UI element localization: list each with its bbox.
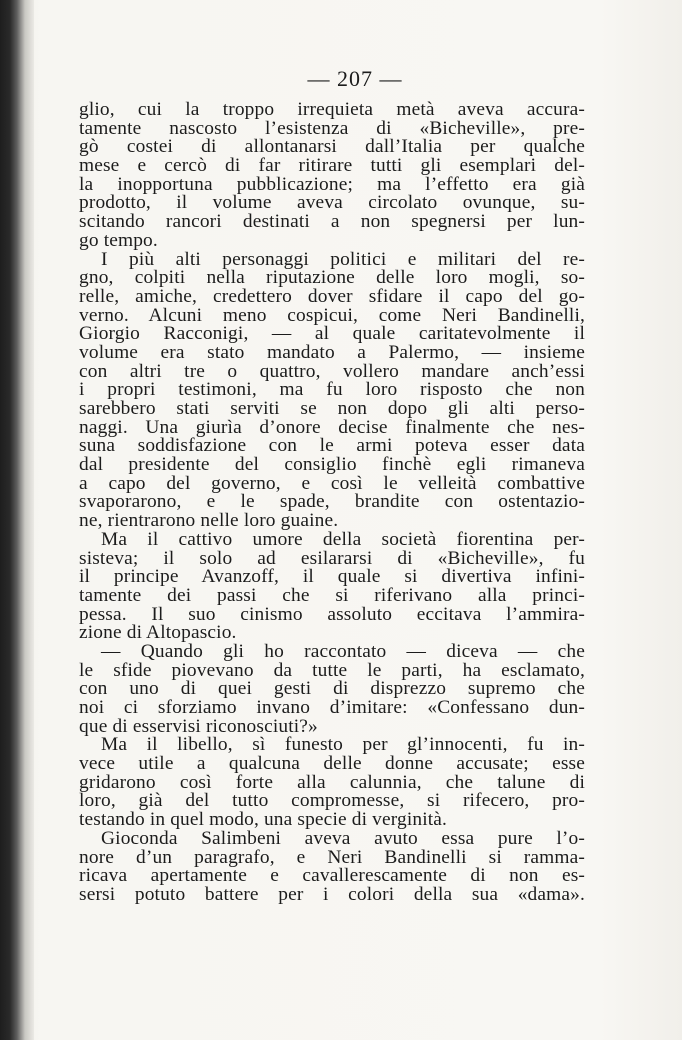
text-line: Ma il libello, sì funesto per gl’innocenti, fu in- [101, 734, 585, 756]
text-line: con altri tre o quattro, vollero mandare anch’essi [79, 360, 585, 382]
page-number: — 207 — [307, 66, 403, 91]
text-line: il principe Avanzoff, il quale si divertiva infini- [79, 566, 585, 588]
text-line: tamente nascosto l’esistenza di «Bicheville», pre- [79, 117, 585, 139]
text-line: scitando rancori destinati a non spegnersi per lun- [79, 211, 585, 233]
text-line: ne, rientrarono nelle loro guaine. [79, 510, 339, 532]
text-line: le sfide piovevano da tutte le parti, ha esclamato, [79, 659, 585, 681]
text-line: pessa. Il suo cinismo assoluto eccitava l’ammira- [79, 603, 585, 625]
text-line: a capo del governo, e così le velleità combattive [79, 472, 585, 494]
text-line: vece utile a qualcuna delle donne accusate; esse [79, 753, 585, 775]
text-line: testando in quel modo, una specie di verginità. [79, 809, 448, 831]
text-line: con uno di quei gesti di disprezzo supremo che [79, 678, 585, 700]
text-line: loro, già del tutto compromesse, si rifecero, pro- [79, 790, 585, 812]
text-line: go tempo. [79, 229, 158, 251]
text-line: i propri testimoni, ma fu loro risposto che non [79, 379, 585, 401]
text-line: la inopportuna pubblicazione; ma l’effetto era già [79, 173, 585, 195]
text-line: zione di Altopascio. [79, 622, 237, 644]
text-line: sersi potuto battere per i colori della sua «dama». [79, 883, 585, 905]
text-line: verno. Alcuni meno cospicui, come Neri Bandinelli, [79, 304, 585, 326]
text-line: naggi. Una giurìa d’onore decise finalmente che nes- [79, 416, 585, 438]
text-line: relle, amiche, credettero dover sfidare il capo del go- [79, 285, 585, 307]
text-line: que di esservisi riconosciuti?» [79, 715, 318, 737]
text-line: Giorgio Racconigi, — al quale caritatevolmente il [79, 323, 585, 345]
text-line: nore d’un paragrafo, e Neri Bandinelli si ramma- [79, 846, 585, 868]
text-line: gò costei di allontanarsi dall’Italia per qualche [79, 136, 585, 158]
text-line: mese e cercò di far ritirare tutti gli esemplari del- [79, 155, 585, 177]
text-line: tamente dei passi che si riferivano alla princi- [79, 584, 585, 606]
text-line: sarebbero stati serviti se non dopo gli alti perso- [79, 398, 585, 419]
binding-edge [0, 0, 34, 1040]
text-line: sisteva; il solo ad esilararsi di «Bicheville», fu [79, 547, 585, 569]
text-line: svaporarono, e le spade, brandite con ostentazio- [79, 491, 585, 513]
text-line: Gioconda Salimbeni aveva avuto essa pure l’o- [101, 827, 585, 849]
text-line: volume era stato mandato a Palermo, — insieme [79, 341, 585, 363]
text-line: noi ci sforziamo invano d’imitare: «Confessano dun- [79, 697, 585, 718]
text-line: dal presidente del consiglio finchè egli rimaneva [79, 454, 585, 476]
body-text [79, 101, 585, 905]
text-line: Ma il cattivo umore della società fiorentina per- [101, 528, 585, 550]
text-line: — Quando gli ho raccontato — diceva — che [101, 640, 585, 662]
text-line: I più alti personaggi politici e militari del re- [101, 248, 585, 270]
text-line: ricava apertamente e cavallerescamente di non es- [79, 865, 585, 887]
text-line: glio, cui la troppo irrequieta metà aveva accura- [79, 99, 585, 120]
text-line: gno, colpiti nella riputazione delle loro mogli, so- [79, 267, 585, 289]
text-line: suna soddisfazione con le armi poteva esser data [79, 435, 585, 457]
text-line: prodotto, il volume aveva circolato ovunque, su- [79, 192, 585, 214]
text-line: gridarono così forte alla calunnia, che talune di [79, 771, 585, 793]
